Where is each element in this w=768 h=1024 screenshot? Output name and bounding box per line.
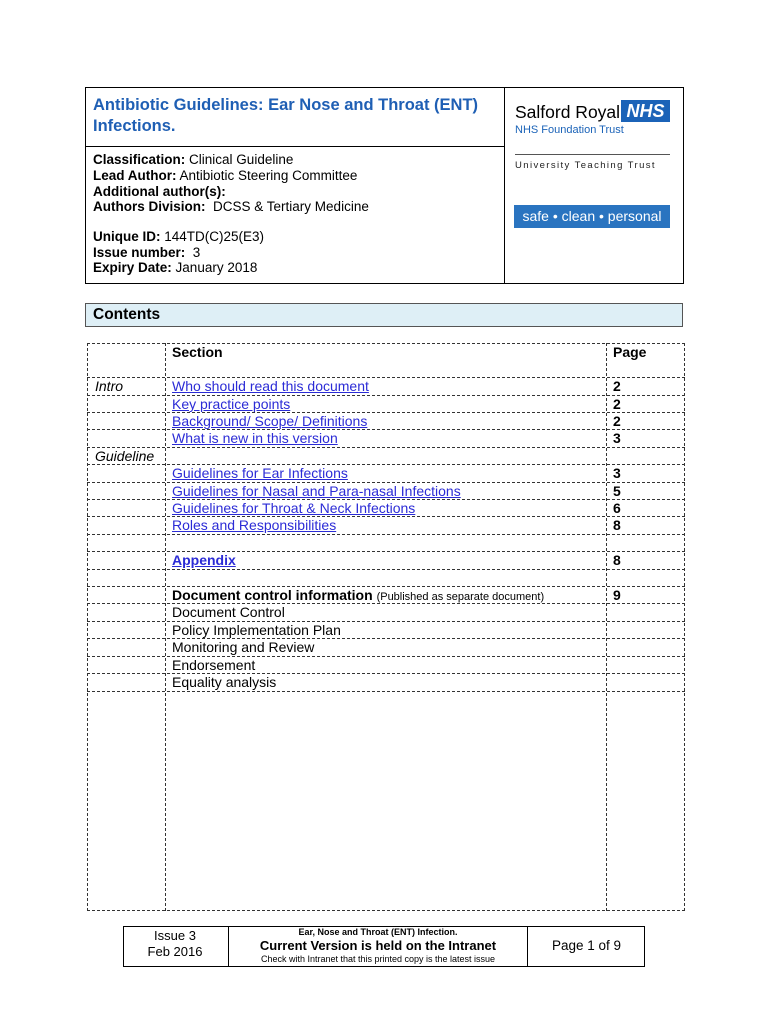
doc-control-note: (Published as separate document)	[376, 591, 545, 603]
contents-heading: Contents	[85, 303, 683, 327]
classification-value: Clinical Guideline	[189, 152, 294, 167]
toc-page: 2	[613, 413, 621, 429]
footer-doc-title: Ear, Nose and Throat (ENT) Infection.	[298, 927, 458, 937]
logo-trust-name: NHS Foundation Trust	[515, 124, 624, 136]
table-row-line	[87, 691, 685, 692]
expiry-date-label: Expiry Date:	[93, 260, 172, 275]
doc-control-item: Endorsement	[172, 657, 256, 673]
additional-authors-label: Additional author(s):	[93, 184, 226, 199]
unique-id-label: Unique ID:	[93, 229, 161, 244]
doc-control-item: Monitoring and Review	[172, 639, 315, 655]
toc-page: 2	[613, 378, 621, 394]
header-divider-vertical	[504, 87, 505, 284]
footer-issue	[123, 928, 227, 960]
table-row-line	[87, 569, 685, 570]
col-header-page: Page	[613, 344, 647, 360]
footer-page-number: Page 1 of 9	[551, 938, 622, 953]
unique-id-value: 144TD(C)25(E3)	[164, 229, 265, 244]
doc-control-item: Document Control	[172, 604, 285, 620]
doc-control-heading	[172, 587, 544, 605]
footer-current-version: Current Version is held on the Intranet	[259, 938, 497, 953]
table-row-line	[87, 534, 685, 535]
lead-author-label: Lead Author:	[93, 168, 177, 183]
unique-id-row	[93, 229, 264, 245]
document-title: Antibiotic Guidelines: Ear Nose and Throat (ENT) Infections.	[93, 96, 479, 135]
lead-author-value: Antibiotic Steering Committee	[179, 168, 358, 183]
authors-division-value: DCSS & Tertiary Medicine	[213, 199, 369, 214]
doc-control-item: Equality analysis	[172, 674, 277, 690]
toc-page: 3	[613, 430, 621, 446]
table-row-line	[87, 447, 685, 448]
toc-link-background[interactable]: Background/ Scope/ Definitions	[172, 413, 368, 429]
doc-control-item: Policy Implementation Plan	[172, 622, 341, 638]
toc-page: 8	[613, 517, 621, 533]
footer-issue-date: Feb 2016	[147, 944, 203, 959]
doc-control-title: Document control information	[172, 587, 373, 603]
logo-divider	[515, 154, 670, 155]
issue-number-row	[93, 245, 200, 261]
nhs-logo: NHS	[621, 100, 670, 122]
toc-page: 9	[613, 587, 621, 603]
issue-number-label: Issue number:	[93, 245, 186, 260]
toc-link-ear-infections[interactable]: Guidelines for Ear Infections	[172, 465, 348, 481]
footer-issue-number: Issue 3	[154, 928, 196, 943]
logo-teaching-trust: University Teaching Trust	[515, 160, 656, 171]
label-guideline: Guideline	[95, 448, 155, 464]
lead-author-row	[93, 168, 357, 184]
toc-link-whats-new[interactable]: What is new in this version	[172, 430, 338, 446]
toc-page: 8	[613, 552, 621, 568]
classification-row	[93, 152, 293, 168]
authors-division-label: Authors Division:	[93, 199, 206, 214]
label-intro: Intro	[95, 378, 124, 394]
expiry-date-row	[93, 260, 257, 276]
logo-tagline: safe • clean • personal	[514, 205, 670, 228]
authors-division-row	[93, 199, 369, 215]
toc-page: 2	[613, 396, 621, 412]
additional-authors-row	[93, 184, 226, 200]
header-divider-horizontal	[85, 146, 505, 147]
toc-page: 6	[613, 500, 621, 516]
footer-check-note: Check with Intranet that this printed copy is the latest issue	[260, 954, 496, 964]
expiry-date-value: January 2018	[175, 260, 258, 275]
toc-page: 3	[613, 465, 621, 481]
logo-org-name: Salford Royal	[515, 102, 621, 122]
toc-link-roles[interactable]: Roles and Responsibilities	[172, 517, 337, 533]
classification-label: Classification:	[93, 152, 186, 167]
toc-link-who-should-read[interactable]: Who should read this document	[172, 378, 369, 394]
toc-page: 5	[613, 483, 621, 499]
toc-link-appendix[interactable]: Appendix	[172, 552, 236, 568]
issue-number-value: 3	[192, 245, 201, 260]
col-header-section: Section	[172, 344, 223, 360]
toc-link-key-practice-points[interactable]: Key practice points	[172, 396, 291, 412]
toc-link-throat-neck-infections[interactable]: Guidelines for Throat & Neck Infections	[172, 500, 416, 516]
toc-link-nasal-infections[interactable]: Guidelines for Nasal and Para-nasal Infections	[172, 483, 461, 499]
